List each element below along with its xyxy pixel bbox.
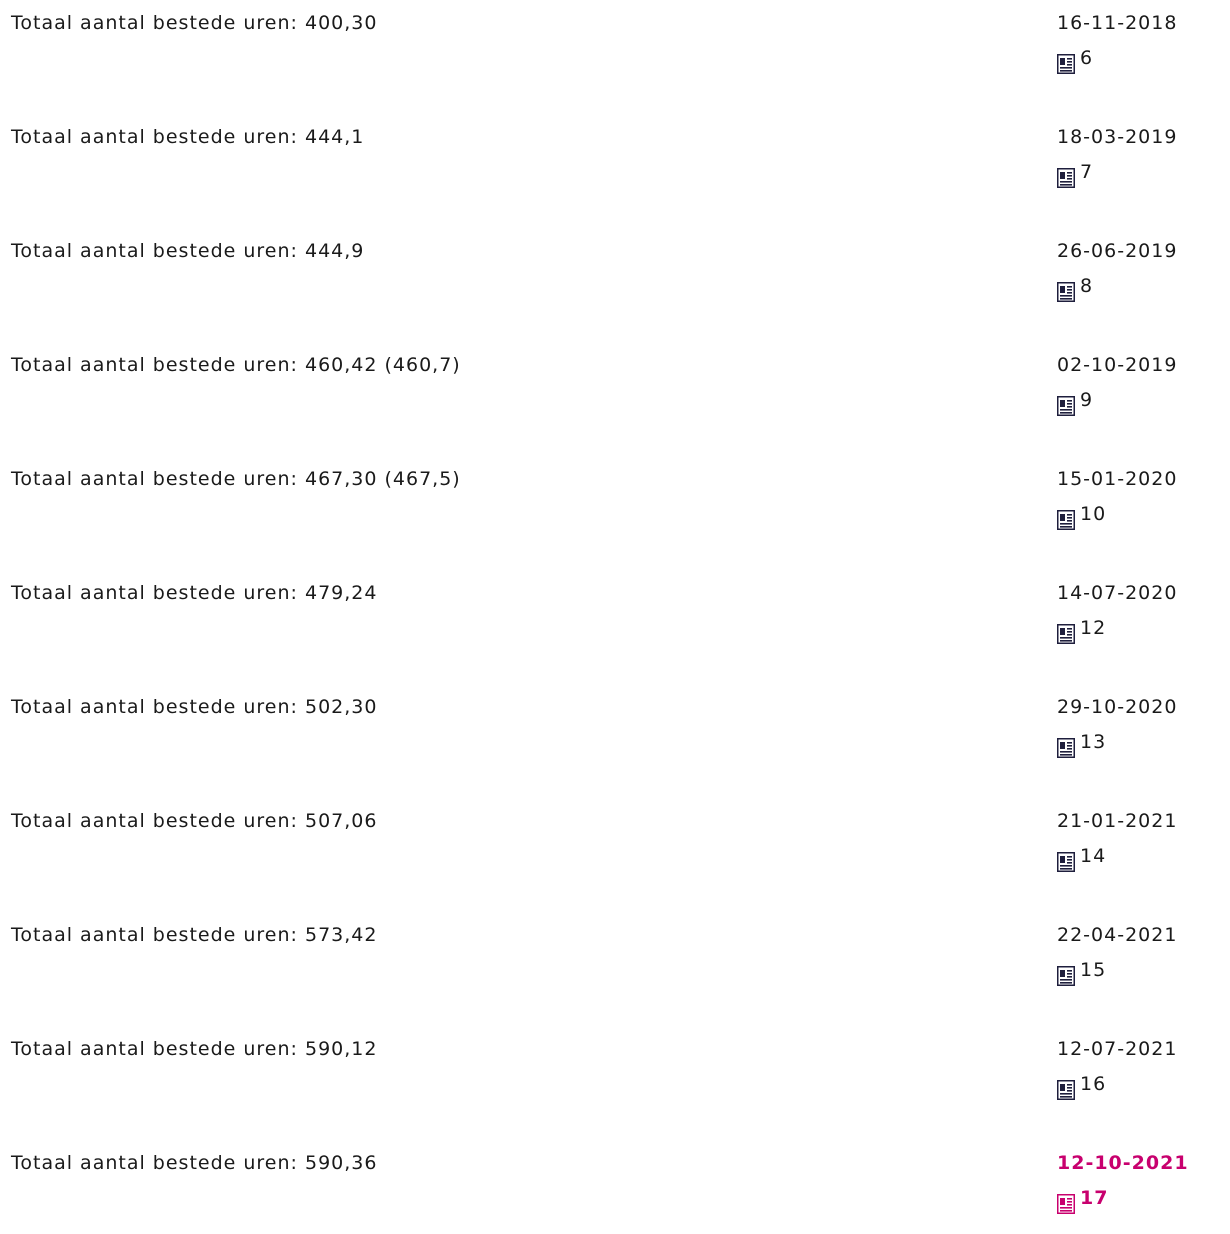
document-link[interactable] (1057, 49, 1093, 74)
hours-total-text: Totaal aantal bestede uren: 444,9 (11, 240, 365, 262)
document-number: 7 (1080, 161, 1094, 183)
list-item (0, 468, 1230, 558)
document-link[interactable] (1057, 163, 1093, 188)
hours-total-text: Totaal aantal bestede uren: 502,30 (11, 696, 378, 718)
document-link[interactable] (1057, 847, 1106, 872)
list-item (0, 12, 1230, 102)
entry-date: 16-11-2018 (1057, 12, 1178, 34)
document-number: 14 (1080, 845, 1107, 867)
list-item (0, 240, 1230, 330)
entry-date: 02-10-2019 (1057, 354, 1178, 376)
document-icon (1057, 396, 1075, 416)
document-number: 15 (1080, 959, 1107, 981)
list-item (0, 126, 1230, 216)
list-item (0, 810, 1230, 900)
document-link[interactable] (1057, 961, 1106, 986)
document-link[interactable] (1057, 277, 1093, 302)
entry-date: 21-01-2021 (1057, 810, 1178, 832)
hours-total-text: Totaal aantal bestede uren: 590,12 (11, 1038, 378, 1060)
entry-date: 26-06-2019 (1057, 240, 1178, 262)
document-number: 8 (1080, 275, 1094, 297)
list-item (0, 696, 1230, 786)
entry-date: 22-04-2021 (1057, 924, 1178, 946)
list-item (0, 582, 1230, 672)
hours-total-text: Totaal aantal bestede uren: 590,36 (11, 1152, 378, 1174)
list-item-current (0, 1152, 1230, 1234)
document-icon (1057, 1080, 1075, 1100)
document-link[interactable] (1057, 1075, 1106, 1100)
hours-total-text: Totaal aantal bestede uren: 467,30 (467,5) (11, 468, 461, 490)
document-link[interactable] (1057, 1189, 1108, 1214)
document-number: 17 (1080, 1187, 1109, 1209)
entry-date: 14-07-2020 (1057, 582, 1178, 604)
entry-date: 15-01-2020 (1057, 468, 1178, 490)
document-link[interactable] (1057, 505, 1106, 530)
document-icon (1057, 624, 1075, 644)
hours-total-text: Totaal aantal bestede uren: 573,42 (11, 924, 378, 946)
list-item (0, 1038, 1230, 1128)
document-icon (1057, 510, 1075, 530)
document-icon (1057, 966, 1075, 986)
entry-date: 18-03-2019 (1057, 126, 1178, 148)
document-icon (1057, 852, 1075, 872)
document-number: 9 (1080, 389, 1094, 411)
document-icon (1057, 54, 1075, 74)
document-number: 10 (1080, 503, 1107, 525)
document-icon (1057, 168, 1075, 188)
hours-total-text: Totaal aantal bestede uren: 444,1 (11, 126, 365, 148)
entry-date: 12-07-2021 (1057, 1038, 1178, 1060)
document-link[interactable] (1057, 391, 1093, 416)
list-item (0, 354, 1230, 444)
document-icon (1057, 1194, 1075, 1214)
hours-total-text: Totaal aantal bestede uren: 460,42 (460,7) (11, 354, 461, 376)
document-icon (1057, 282, 1075, 302)
document-link[interactable] (1057, 619, 1106, 644)
document-number: 16 (1080, 1073, 1107, 1095)
hours-total-text: Totaal aantal bestede uren: 400,30 (11, 12, 378, 34)
hours-total-text: Totaal aantal bestede uren: 507,06 (11, 810, 378, 832)
list-item (0, 924, 1230, 1014)
hours-total-text: Totaal aantal bestede uren: 479,24 (11, 582, 378, 604)
document-number: 13 (1080, 731, 1107, 753)
entry-date: 29-10-2020 (1057, 696, 1178, 718)
document-number: 6 (1080, 47, 1094, 69)
document-link[interactable] (1057, 733, 1106, 758)
document-number: 12 (1080, 617, 1107, 639)
entry-date: 12-10-2021 (1057, 1152, 1189, 1174)
document-icon (1057, 738, 1075, 758)
